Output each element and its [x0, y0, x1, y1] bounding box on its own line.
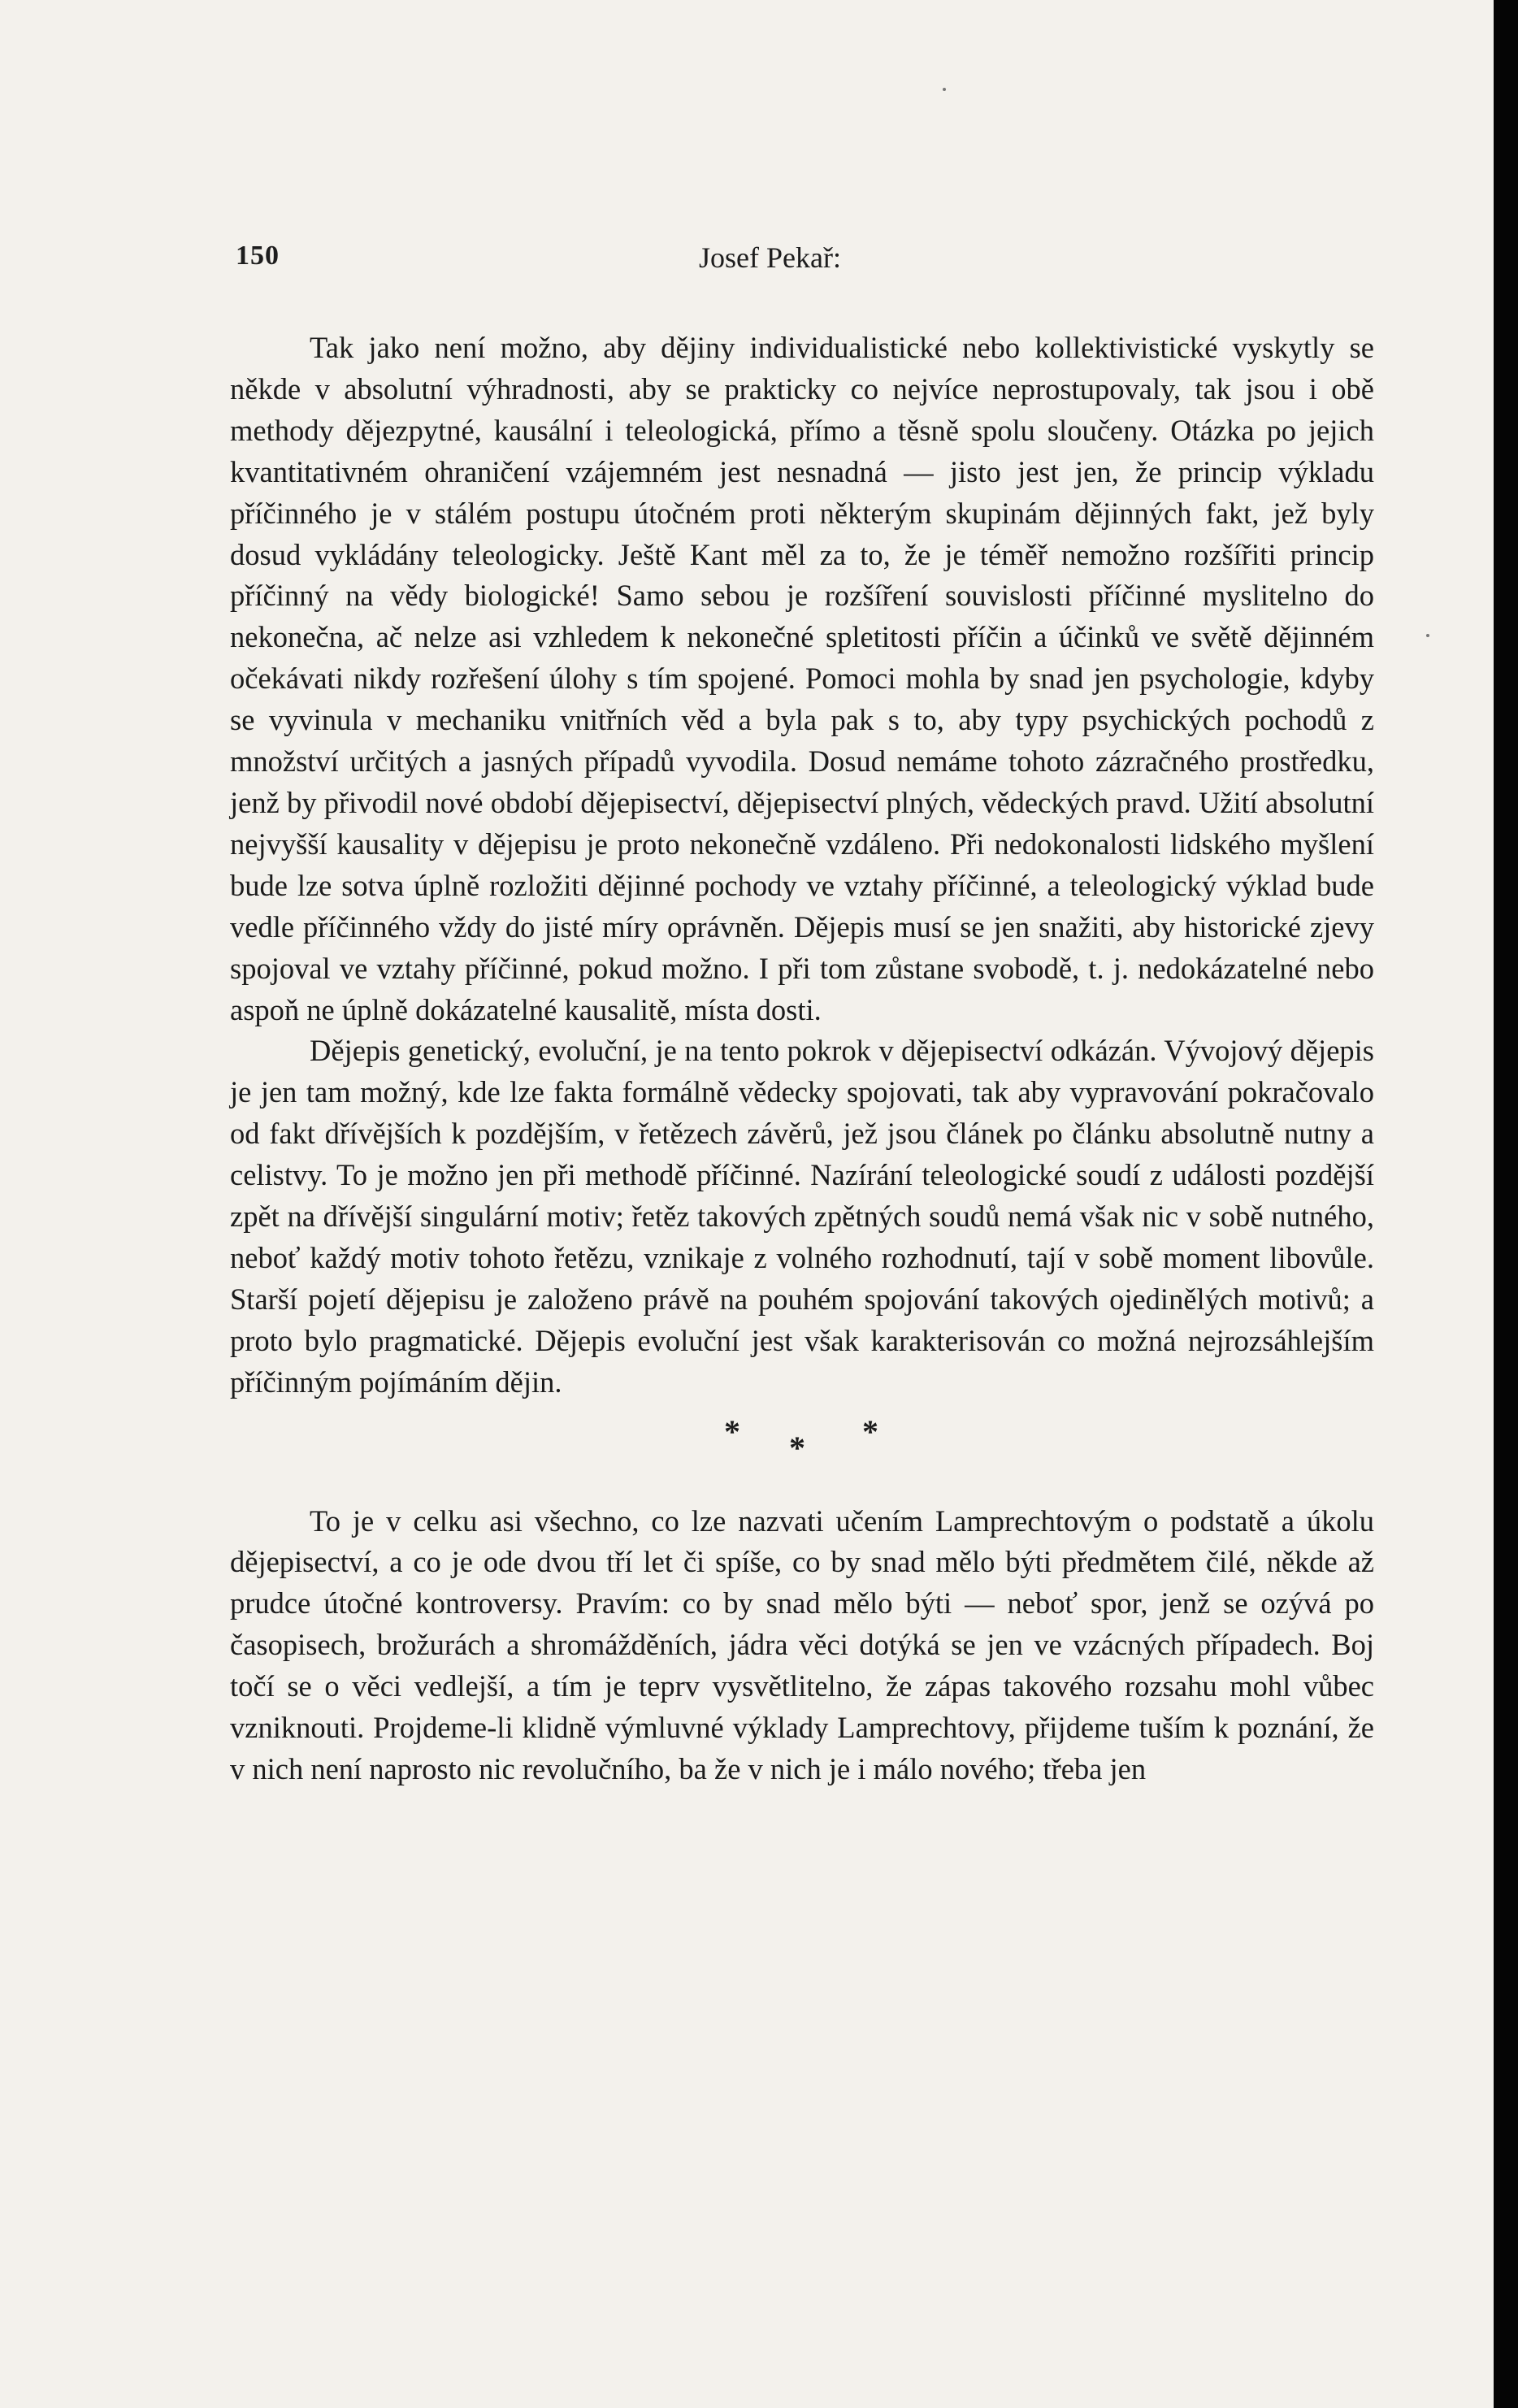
running-head: Josef Pekař:: [699, 241, 841, 274]
paper-speck: [943, 88, 946, 91]
paragraph: Dějepis genetický, evoluční, je na tento pokrok v dějepisectví odkázán. Vývojový dějepis je jen tam možný, kde lze fakta formálně vědecky spojovati, tak aby vypravování pokračovalo od fakt dřívějších k pozdějším, v řetězech závěrů, jež jsou článek po článku absolutně nutny a celistvy. To je možno jen při methodě příčinné. Nazírání teleologické soudí z události pozdější zpět na dřívější singulární motiv; řetěz takových zpětných soudů nemá však nic v sobě nutného, neboť každý motiv tohoto řetězu, vznikaje z volného rozhodnutí, tají v sobě moment libovůle. Starší pojetí dějepisu je založeno právě na pouhém spojování takových ojedinělých motivů; a proto bylo pragmatické. Dějepis evoluční jest však karakterisován co možná nejrozsáhlejším příčinným pojímáním dějin.: [230, 1034, 1374, 1399]
paper-speck: [1426, 634, 1429, 637]
scan-border: [1494, 0, 1518, 2408]
separator-star: *: [724, 1412, 740, 1450]
body-text: [230, 328, 1374, 1790]
page-header: [236, 241, 1373, 289]
paragraph: To je v celku asi všechno, co lze nazvati učením Lamprechtovým o podstatě a úkolu dějepisectví, a co je ode dvou tří let či spíše, co by snad mělo býti předmětem čilé, někde až prudce útočné kontroversy. Pravím: co by snad mělo býti — neboť spor, jenž se ozývá po časopisech, brožurách a shromážděních, jádra věci dotýká se jen ve vzácných případech. Boj točí se o věci vedlejší, a tím je teprv vysvětlitelno, že zápas takového rozsahu mohl vůbec vzniknouti. Projdeme-li klidně výmluvné výklady Lamprechtovy, přijdeme tuším k poznání, že v nich není naprosto nic revolučního, ba že v nich je i málo nového; třeba jen: [230, 1503, 1374, 1785]
section-separator: [230, 1404, 1374, 1501]
separator-star: *: [862, 1412, 878, 1450]
page-number: 150: [236, 241, 280, 271]
paragraph: Tak jako není možno, aby dějiny individualistické nebo kollektivistické vyskytly se někde v absolutní výhradnosti, aby se prakticky co nejvíce neprostupovaly, tak jsou i obě methody dějezpytné, kausální i teleologická, přímo a těsně spolu sloučeny. Otázka po jejich kvantitativném ohraničení vzájemném jest nesnadná — jisto jest jen, že princip výkladu příčinného je v stálém postupu útočném proti některým skupinám dějinných fakt, jež byly dosud vykládány teleologicky. Ještě Kant měl za to, že je téměř nemožno rozšířiti princip příčinný na vědy biologické! Samo sebou je rozšíření souvislosti příčinné myslitelno do nekonečna, ač nelze asi vzhledem k nekonečné spletitosti příčin a účinků ve světě dějinném očekávati nikdy rozřešení úlohy s tím spojené. Pomoci mohla by snad jen psychologie, kdyby se vyvinula v mechaniku vnitřních věd a byla pak s to, aby typy psychických pochodů z množství určitých a jasných případů vyvodila. Dosud nemáme tohoto zázračného prostředku, jenž by přivodil nové období dějepisectví, dějepisectví plných, vědeckých pravd. Užití absolutní nejvyšší kausality v dějepisu je proto nekonečně vzdáleno. Při nedokonalosti lidského myšlení bude lze sotva úplně rozložiti dějinné pochody ve vztahy příčinné, a teleologický výklad bude vedle příčinného vždy do jisté míry oprávněn. Dějepis musí se jen snažiti, aby historické zjevy spojoval ve vztahy příčinné, pokud možno. I při tom zůstane svobodě, t. j. nedokázatelné nebo aspoň ne úplně dokázatelné kausalitě, místa dosti.: [230, 331, 1374, 1026]
separator-star: *: [789, 1429, 805, 1466]
